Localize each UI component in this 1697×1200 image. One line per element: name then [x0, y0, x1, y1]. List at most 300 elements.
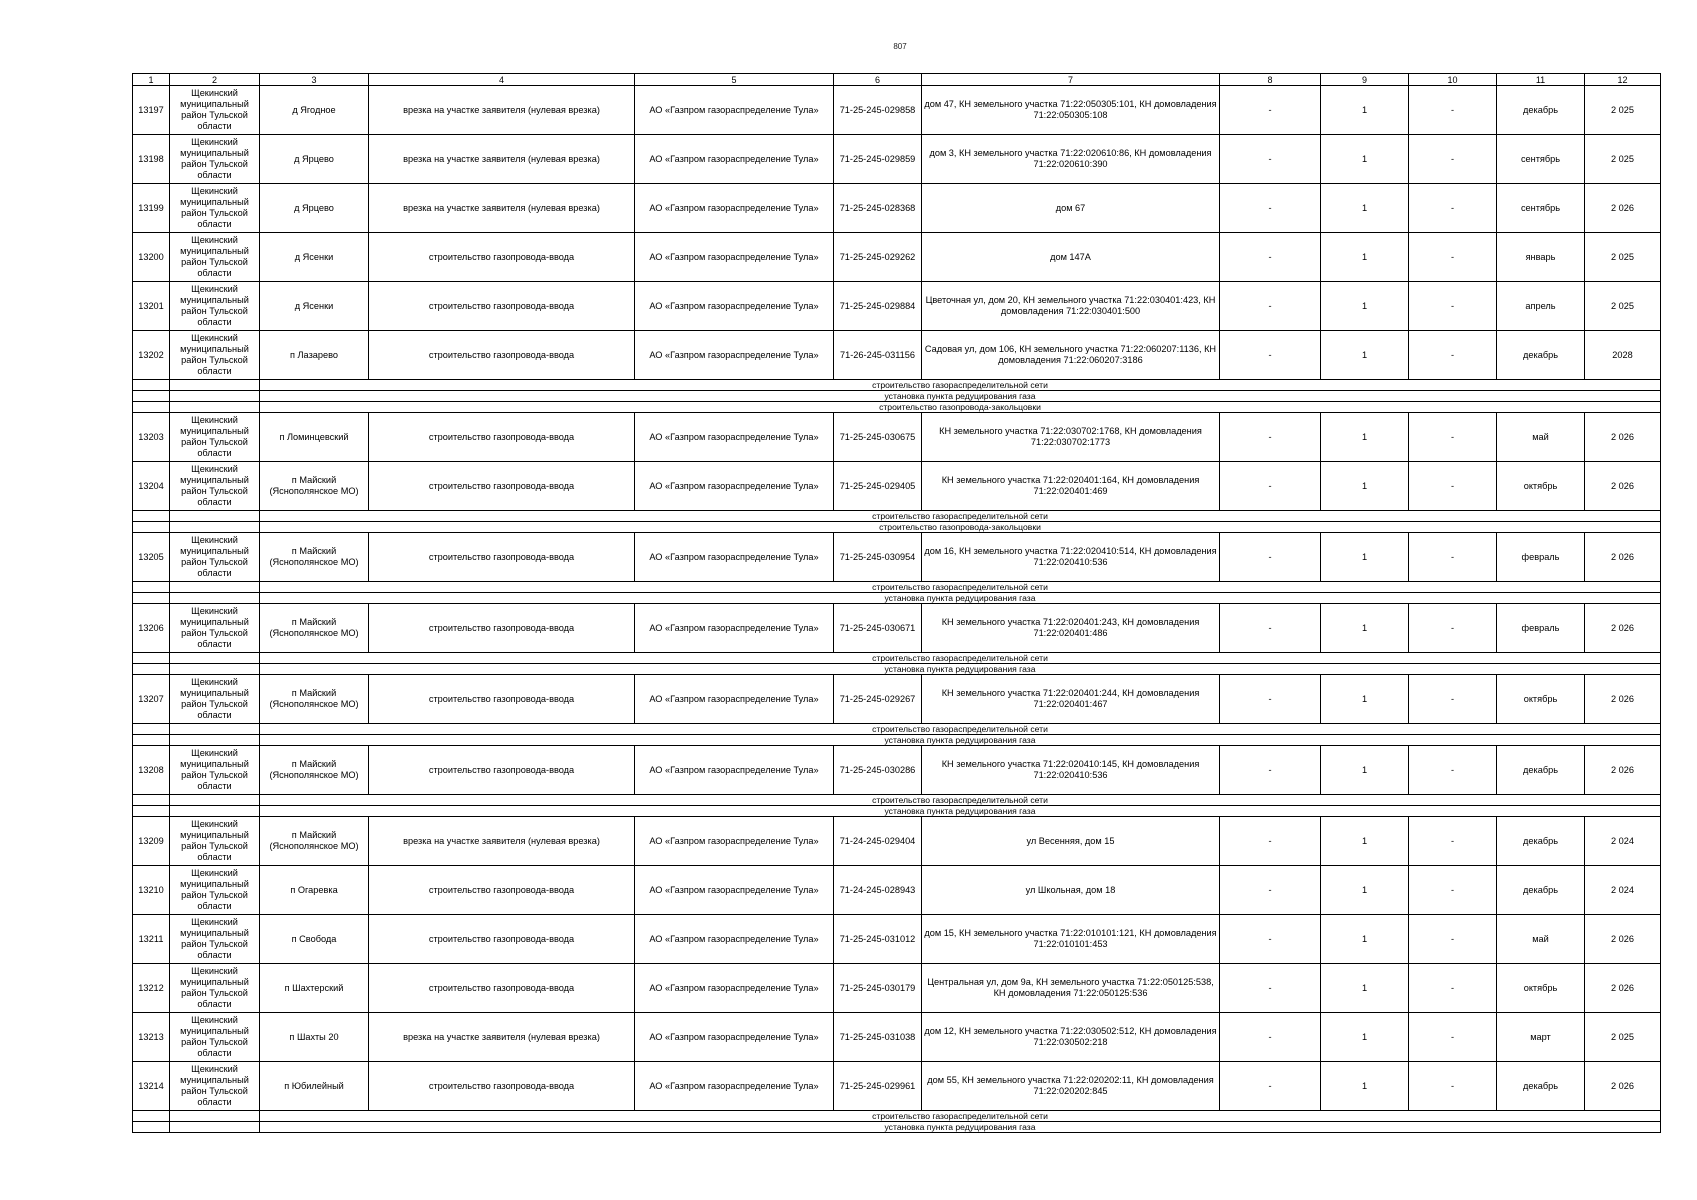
- column-10-cell: -: [1409, 233, 1497, 282]
- sub-item-text: установка пункта редуцирования газа: [260, 1122, 1661, 1133]
- empty-cell: [170, 511, 260, 522]
- application-code-cell: 71-25-245-030675: [834, 413, 922, 462]
- organization-cell: АО «Газпром газораспределение Тула»: [635, 866, 834, 915]
- empty-cell: [170, 806, 260, 817]
- organization-cell: АО «Газпром газораспределение Тула»: [635, 915, 834, 964]
- table-row: [133, 233, 1661, 282]
- organization-cell: АО «Газпром газораспределение Тула»: [635, 675, 834, 724]
- locality-cell: п Шахтерский: [260, 964, 369, 1013]
- address-cell: дом 15, КН земельного участка 71:22:010101:121, КН домовладения 71:22:010101:453: [922, 915, 1220, 964]
- month-cell: февраль: [1497, 604, 1585, 653]
- month-cell: сентябрь: [1497, 135, 1585, 184]
- organization-cell: АО «Газпром газораспределение Тула»: [635, 817, 834, 866]
- gasification-register-table: [132, 73, 1661, 1133]
- sub-item-text: строительство газораспределительной сети: [260, 724, 1661, 735]
- sub-item-text: строительство газопровода-закольцовки: [260, 522, 1661, 533]
- empty-cell: [170, 402, 260, 413]
- column-9-cell: 1: [1321, 282, 1409, 331]
- header-cell: 6: [834, 74, 922, 86]
- page-number: 807: [893, 42, 907, 51]
- column-8-cell: -: [1220, 817, 1321, 866]
- column-8-cell: -: [1220, 331, 1321, 380]
- year-cell: 2 024: [1585, 817, 1661, 866]
- sub-item-row: [133, 1122, 1661, 1133]
- column-10-cell: -: [1409, 1062, 1497, 1111]
- sub-item-row: [133, 380, 1661, 391]
- year-cell: 2 026: [1585, 604, 1661, 653]
- district-cell: Щекинский муниципальный район Тульской области: [170, 533, 260, 582]
- column-9-cell: 1: [1321, 746, 1409, 795]
- district-cell: Щекинский муниципальный район Тульской области: [170, 964, 260, 1013]
- sub-item-text: установка пункта редуцирования газа: [260, 806, 1661, 817]
- district-cell: Щекинский муниципальный район Тульской области: [170, 604, 260, 653]
- header-cell: 10: [1409, 74, 1497, 86]
- column-9-cell: 1: [1321, 817, 1409, 866]
- sub-item-row: [133, 724, 1661, 735]
- table-row: [133, 184, 1661, 233]
- empty-cell: [133, 1111, 170, 1122]
- table-row: [133, 135, 1661, 184]
- application-code-cell: 71-25-245-029884: [834, 282, 922, 331]
- organization-cell: АО «Газпром газораспределение Тула»: [635, 964, 834, 1013]
- column-9-cell: 1: [1321, 331, 1409, 380]
- table-row: [133, 915, 1661, 964]
- empty-cell: [133, 582, 170, 593]
- column-8-cell: -: [1220, 413, 1321, 462]
- row-number-cell: 13197: [133, 86, 170, 135]
- empty-cell: [170, 664, 260, 675]
- header-cell: 12: [1585, 74, 1661, 86]
- organization-cell: АО «Газпром газораспределение Тула»: [635, 413, 834, 462]
- column-10-cell: -: [1409, 86, 1497, 135]
- locality-cell: п Майский (Яснополянское МО): [260, 746, 369, 795]
- month-cell: декабрь: [1497, 86, 1585, 135]
- column-10-cell: -: [1409, 675, 1497, 724]
- year-cell: 2 026: [1585, 413, 1661, 462]
- column-10-cell: -: [1409, 331, 1497, 380]
- year-cell: 2 026: [1585, 675, 1661, 724]
- year-cell: 2 025: [1585, 135, 1661, 184]
- sub-item-row: [133, 664, 1661, 675]
- locality-cell: д Ясенки: [260, 233, 369, 282]
- application-code-cell: 71-24-245-029404: [834, 817, 922, 866]
- sub-item-text: строительство газопровода-закольцовки: [260, 402, 1661, 413]
- sub-item-row: [133, 735, 1661, 746]
- district-cell: Щекинский муниципальный район Тульской области: [170, 135, 260, 184]
- table-row: [133, 604, 1661, 653]
- empty-cell: [170, 380, 260, 391]
- organization-cell: АО «Газпром газораспределение Тула»: [635, 1062, 834, 1111]
- organization-cell: АО «Газпром газораспределение Тула»: [635, 462, 834, 511]
- empty-cell: [133, 391, 170, 402]
- organization-cell: АО «Газпром газораспределение Тула»: [635, 282, 834, 331]
- work-type-cell: строительство газопровода-ввода: [369, 533, 635, 582]
- empty-cell: [133, 380, 170, 391]
- month-cell: декабрь: [1497, 746, 1585, 795]
- empty-cell: [133, 402, 170, 413]
- row-number-cell: 13202: [133, 331, 170, 380]
- application-code-cell: 71-25-245-030286: [834, 746, 922, 795]
- work-type-cell: строительство газопровода-ввода: [369, 282, 635, 331]
- column-8-cell: -: [1220, 86, 1321, 135]
- district-cell: Щекинский муниципальный район Тульской области: [170, 1062, 260, 1111]
- organization-cell: АО «Газпром газораспределение Тула»: [635, 135, 834, 184]
- table-body: [133, 74, 1661, 1133]
- locality-cell: п Майский (Яснополянское МО): [260, 817, 369, 866]
- work-type-cell: врезка на участке заявителя (нулевая врезка): [369, 184, 635, 233]
- district-cell: Щекинский муниципальный район Тульской области: [170, 817, 260, 866]
- header-cell: 3: [260, 74, 369, 86]
- empty-cell: [170, 582, 260, 593]
- application-code-cell: 71-25-245-029262: [834, 233, 922, 282]
- row-number-cell: 13210: [133, 866, 170, 915]
- sub-item-row: [133, 391, 1661, 402]
- organization-cell: АО «Газпром газораспределение Тула»: [635, 233, 834, 282]
- work-type-cell: строительство газопровода-ввода: [369, 1062, 635, 1111]
- address-cell: КН земельного участка 71:22:020401:244, КН домовладения 71:22:020401:467: [922, 675, 1220, 724]
- district-cell: Щекинский муниципальный район Тульской области: [170, 86, 260, 135]
- empty-cell: [133, 1122, 170, 1133]
- month-cell: октябрь: [1497, 462, 1585, 511]
- year-cell: 2 026: [1585, 1062, 1661, 1111]
- sub-item-row: [133, 402, 1661, 413]
- sub-item-row: [133, 593, 1661, 604]
- empty-cell: [133, 735, 170, 746]
- organization-cell: АО «Газпром газораспределение Тула»: [635, 746, 834, 795]
- row-number-cell: 13203: [133, 413, 170, 462]
- application-code-cell: 71-25-245-030954: [834, 533, 922, 582]
- header-cell: 1: [133, 74, 170, 86]
- year-cell: 2 025: [1585, 233, 1661, 282]
- column-10-cell: -: [1409, 915, 1497, 964]
- sub-item-row: [133, 653, 1661, 664]
- column-10-cell: -: [1409, 866, 1497, 915]
- table-row: [133, 1062, 1661, 1111]
- organization-cell: АО «Газпром газораспределение Тула»: [635, 604, 834, 653]
- sub-item-text: строительство газораспределительной сети: [260, 380, 1661, 391]
- locality-cell: п Майский (Яснополянское МО): [260, 675, 369, 724]
- column-9-cell: 1: [1321, 413, 1409, 462]
- month-cell: май: [1497, 413, 1585, 462]
- address-cell: КН земельного участка 71:22:020401:164, КН домовладения 71:22:020401:469: [922, 462, 1220, 511]
- row-number-cell: 13213: [133, 1013, 170, 1062]
- table-row: [133, 675, 1661, 724]
- application-code-cell: 71-25-245-031012: [834, 915, 922, 964]
- column-10-cell: -: [1409, 964, 1497, 1013]
- column-9-cell: 1: [1321, 1013, 1409, 1062]
- organization-cell: АО «Газпром газораспределение Тула»: [635, 331, 834, 380]
- empty-cell: [170, 795, 260, 806]
- sub-item-row: [133, 806, 1661, 817]
- year-cell: 2 025: [1585, 1013, 1661, 1062]
- sub-item-text: строительство газораспределительной сети: [260, 1111, 1661, 1122]
- month-cell: май: [1497, 915, 1585, 964]
- column-8-cell: -: [1220, 233, 1321, 282]
- header-cell: 5: [635, 74, 834, 86]
- column-9-cell: 1: [1321, 462, 1409, 511]
- application-code-cell: 71-25-245-029859: [834, 135, 922, 184]
- work-type-cell: строительство газопровода-ввода: [369, 866, 635, 915]
- column-8-cell: -: [1220, 604, 1321, 653]
- address-cell: ул Школьная, дом 18: [922, 866, 1220, 915]
- address-cell: Садовая ул, дом 106, КН земельного участка 71:22:060207:1136, КН домовладения 71:22:060207:3186: [922, 331, 1220, 380]
- month-cell: октябрь: [1497, 675, 1585, 724]
- empty-cell: [170, 593, 260, 604]
- table-row: [133, 1013, 1661, 1062]
- column-9-cell: 1: [1321, 184, 1409, 233]
- district-cell: Щекинский муниципальный район Тульской области: [170, 413, 260, 462]
- year-cell: 2 026: [1585, 964, 1661, 1013]
- address-cell: КН земельного участка 71:22:020410:145, КН домовладения 71:22:020410:536: [922, 746, 1220, 795]
- organization-cell: АО «Газпром газораспределение Тула»: [635, 184, 834, 233]
- column-9-cell: 1: [1321, 233, 1409, 282]
- row-number-cell: 13209: [133, 817, 170, 866]
- work-type-cell: строительство газопровода-ввода: [369, 964, 635, 1013]
- empty-cell: [170, 724, 260, 735]
- column-8-cell: -: [1220, 282, 1321, 331]
- application-code-cell: 71-25-245-029405: [834, 462, 922, 511]
- organization-cell: АО «Газпром газораспределение Тула»: [635, 86, 834, 135]
- month-cell: апрель: [1497, 282, 1585, 331]
- address-cell: дом 147А: [922, 233, 1220, 282]
- column-8-cell: -: [1220, 1013, 1321, 1062]
- district-cell: Щекинский муниципальный район Тульской области: [170, 184, 260, 233]
- empty-cell: [133, 653, 170, 664]
- column-8-cell: -: [1220, 533, 1321, 582]
- locality-cell: п Ломинцевский: [260, 413, 369, 462]
- empty-cell: [170, 735, 260, 746]
- locality-cell: д Ясенки: [260, 282, 369, 331]
- month-cell: декабрь: [1497, 866, 1585, 915]
- row-number-cell: 13214: [133, 1062, 170, 1111]
- empty-cell: [170, 1111, 260, 1122]
- empty-cell: [133, 795, 170, 806]
- application-code-cell: 71-25-245-029267: [834, 675, 922, 724]
- column-10-cell: -: [1409, 604, 1497, 653]
- column-8-cell: -: [1220, 866, 1321, 915]
- year-cell: 2 026: [1585, 184, 1661, 233]
- header-cell: 7: [922, 74, 1220, 86]
- empty-cell: [170, 1122, 260, 1133]
- column-10-cell: -: [1409, 462, 1497, 511]
- year-cell: 2 026: [1585, 462, 1661, 511]
- work-type-cell: врезка на участке заявителя (нулевая врезка): [369, 1013, 635, 1062]
- application-code-cell: 71-24-245-028943: [834, 866, 922, 915]
- district-cell: Щекинский муниципальный район Тульской области: [170, 1013, 260, 1062]
- year-cell: 2 024: [1585, 866, 1661, 915]
- address-cell: дом 12, КН земельного участка 71:22:030502:512, КН домовладения 71:22:030502:218: [922, 1013, 1220, 1062]
- column-10-cell: -: [1409, 1013, 1497, 1062]
- address-cell: дом 3, КН земельного участка 71:22:020610:86, КН домовладения 71:22:020610:390: [922, 135, 1220, 184]
- work-type-cell: врезка на участке заявителя (нулевая врезка): [369, 135, 635, 184]
- locality-cell: д Ягодное: [260, 86, 369, 135]
- locality-cell: п Свобода: [260, 915, 369, 964]
- month-cell: декабрь: [1497, 331, 1585, 380]
- empty-cell: [133, 593, 170, 604]
- column-number-header: [133, 74, 1661, 86]
- month-cell: декабрь: [1497, 1062, 1585, 1111]
- sub-item-text: строительство газораспределительной сети: [260, 653, 1661, 664]
- column-8-cell: -: [1220, 135, 1321, 184]
- application-code-cell: 71-25-245-028368: [834, 184, 922, 233]
- table-row: [133, 866, 1661, 915]
- district-cell: Щекинский муниципальный район Тульской области: [170, 746, 260, 795]
- table-row: [133, 413, 1661, 462]
- organization-cell: АО «Газпром газораспределение Тула»: [635, 1013, 834, 1062]
- table-row: [133, 86, 1661, 135]
- empty-cell: [170, 391, 260, 402]
- address-cell: КН земельного участка 71:22:020401:243, КН домовладения 71:22:020401:486: [922, 604, 1220, 653]
- locality-cell: п Лазарево: [260, 331, 369, 380]
- work-type-cell: врезка на участке заявителя (нулевая врезка): [369, 86, 635, 135]
- empty-cell: [133, 806, 170, 817]
- locality-cell: д Ярцево: [260, 135, 369, 184]
- work-type-cell: строительство газопровода-ввода: [369, 462, 635, 511]
- header-cell: 2: [170, 74, 260, 86]
- column-9-cell: 1: [1321, 604, 1409, 653]
- sub-item-row: [133, 522, 1661, 533]
- column-9-cell: 1: [1321, 915, 1409, 964]
- column-10-cell: -: [1409, 533, 1497, 582]
- district-cell: Щекинский муниципальный район Тульской области: [170, 675, 260, 724]
- year-cell: 2 025: [1585, 282, 1661, 331]
- district-cell: Щекинский муниципальный район Тульской области: [170, 282, 260, 331]
- row-number-cell: 13212: [133, 964, 170, 1013]
- month-cell: сентябрь: [1497, 184, 1585, 233]
- work-type-cell: строительство газопровода-ввода: [369, 915, 635, 964]
- locality-cell: п Юбилейный: [260, 1062, 369, 1111]
- column-9-cell: 1: [1321, 86, 1409, 135]
- row-number-cell: 13201: [133, 282, 170, 331]
- header-cell: 9: [1321, 74, 1409, 86]
- row-number-cell: 13205: [133, 533, 170, 582]
- column-10-cell: -: [1409, 746, 1497, 795]
- row-number-cell: 13206: [133, 604, 170, 653]
- empty-cell: [133, 724, 170, 735]
- district-cell: Щекинский муниципальный район Тульской области: [170, 915, 260, 964]
- column-8-cell: -: [1220, 746, 1321, 795]
- application-code-cell: 71-25-245-031038: [834, 1013, 922, 1062]
- sub-item-text: установка пункта редуцирования газа: [260, 664, 1661, 675]
- empty-cell: [133, 511, 170, 522]
- table-row: [133, 282, 1661, 331]
- address-cell: дом 16, КН земельного участка 71:22:020410:514, КН домовладения 71:22:020410:536: [922, 533, 1220, 582]
- address-cell: ул Весенняя, дом 15: [922, 817, 1220, 866]
- locality-cell: п Майский (Яснополянское МО): [260, 604, 369, 653]
- district-cell: Щекинский муниципальный район Тульской области: [170, 233, 260, 282]
- application-code-cell: 71-25-245-029961: [834, 1062, 922, 1111]
- column-8-cell: -: [1220, 675, 1321, 724]
- locality-cell: п Шахты 20: [260, 1013, 369, 1062]
- table-row: [133, 533, 1661, 582]
- month-cell: декабрь: [1497, 817, 1585, 866]
- locality-cell: п Огаревка: [260, 866, 369, 915]
- year-cell: 2 026: [1585, 746, 1661, 795]
- column-9-cell: 1: [1321, 135, 1409, 184]
- address-cell: дом 67: [922, 184, 1220, 233]
- row-number-cell: 13200: [133, 233, 170, 282]
- column-10-cell: -: [1409, 282, 1497, 331]
- month-cell: октябрь: [1497, 964, 1585, 1013]
- header-cell: 8: [1220, 74, 1321, 86]
- address-cell: дом 55, КН земельного участка 71:22:020202:11, КН домовладения 71:22:020202:845: [922, 1062, 1220, 1111]
- locality-cell: д Ярцево: [260, 184, 369, 233]
- work-type-cell: врезка на участке заявителя (нулевая врезка): [369, 817, 635, 866]
- month-cell: февраль: [1497, 533, 1585, 582]
- sub-item-text: установка пункта редуцирования газа: [260, 391, 1661, 402]
- column-10-cell: -: [1409, 817, 1497, 866]
- sub-item-row: [133, 511, 1661, 522]
- month-cell: март: [1497, 1013, 1585, 1062]
- address-cell: Центральная ул, дом 9а, КН земельного участка 71:22:050125:538, КН домовладения 71:22:050125:536: [922, 964, 1220, 1013]
- work-type-cell: строительство газопровода-ввода: [369, 233, 635, 282]
- work-type-cell: строительство газопровода-ввода: [369, 675, 635, 724]
- empty-cell: [133, 522, 170, 533]
- sub-item-row: [133, 1111, 1661, 1122]
- table-row: [133, 462, 1661, 511]
- work-type-cell: строительство газопровода-ввода: [369, 413, 635, 462]
- empty-cell: [133, 664, 170, 675]
- column-8-cell: -: [1220, 915, 1321, 964]
- sub-item-text: строительство газораспределительной сети: [260, 511, 1661, 522]
- address-cell: Цветочная ул, дом 20, КН земельного участка 71:22:030401:423, КН домовладения 71:22:030401:500: [922, 282, 1220, 331]
- month-cell: январь: [1497, 233, 1585, 282]
- column-10-cell: -: [1409, 135, 1497, 184]
- column-8-cell: -: [1220, 462, 1321, 511]
- year-cell: 2 026: [1585, 533, 1661, 582]
- table-row: [133, 331, 1661, 380]
- sub-item-row: [133, 582, 1661, 593]
- district-cell: Щекинский муниципальный район Тульской области: [170, 462, 260, 511]
- application-code-cell: 71-26-245-031156: [834, 331, 922, 380]
- table-row: [133, 964, 1661, 1013]
- sub-item-text: установка пункта редуцирования газа: [260, 735, 1661, 746]
- column-8-cell: -: [1220, 1062, 1321, 1111]
- row-number-cell: 13208: [133, 746, 170, 795]
- empty-cell: [170, 653, 260, 664]
- column-9-cell: 1: [1321, 1062, 1409, 1111]
- table-row: [133, 817, 1661, 866]
- application-code-cell: 71-25-245-029858: [834, 86, 922, 135]
- column-9-cell: 1: [1321, 533, 1409, 582]
- application-code-cell: 71-25-245-030179: [834, 964, 922, 1013]
- row-number-cell: 13204: [133, 462, 170, 511]
- column-10-cell: -: [1409, 184, 1497, 233]
- row-number-cell: 13211: [133, 915, 170, 964]
- empty-cell: [170, 522, 260, 533]
- locality-cell: п Майский (Яснополянское МО): [260, 462, 369, 511]
- locality-cell: п Майский (Яснополянское МО): [260, 533, 369, 582]
- work-type-cell: строительство газопровода-ввода: [369, 331, 635, 380]
- address-cell: дом 47, КН земельного участка 71:22:050305:101, КН домовладения 71:22:050305:108: [922, 86, 1220, 135]
- work-type-cell: строительство газопровода-ввода: [369, 604, 635, 653]
- row-number-cell: 13207: [133, 675, 170, 724]
- column-10-cell: -: [1409, 413, 1497, 462]
- application-code-cell: 71-25-245-030671: [834, 604, 922, 653]
- row-number-cell: 13199: [133, 184, 170, 233]
- column-8-cell: -: [1220, 184, 1321, 233]
- column-9-cell: 1: [1321, 675, 1409, 724]
- row-number-cell: 13198: [133, 135, 170, 184]
- year-cell: 2028: [1585, 331, 1661, 380]
- header-cell: 11: [1497, 74, 1585, 86]
- sub-item-text: строительство газораспределительной сети: [260, 582, 1661, 593]
- sub-item-text: строительство газораспределительной сети: [260, 795, 1661, 806]
- column-9-cell: 1: [1321, 964, 1409, 1013]
- organization-cell: АО «Газпром газораспределение Тула»: [635, 533, 834, 582]
- column-9-cell: 1: [1321, 866, 1409, 915]
- address-cell: КН земельного участка 71:22:030702:1768, КН домовладения 71:22:030702:1773: [922, 413, 1220, 462]
